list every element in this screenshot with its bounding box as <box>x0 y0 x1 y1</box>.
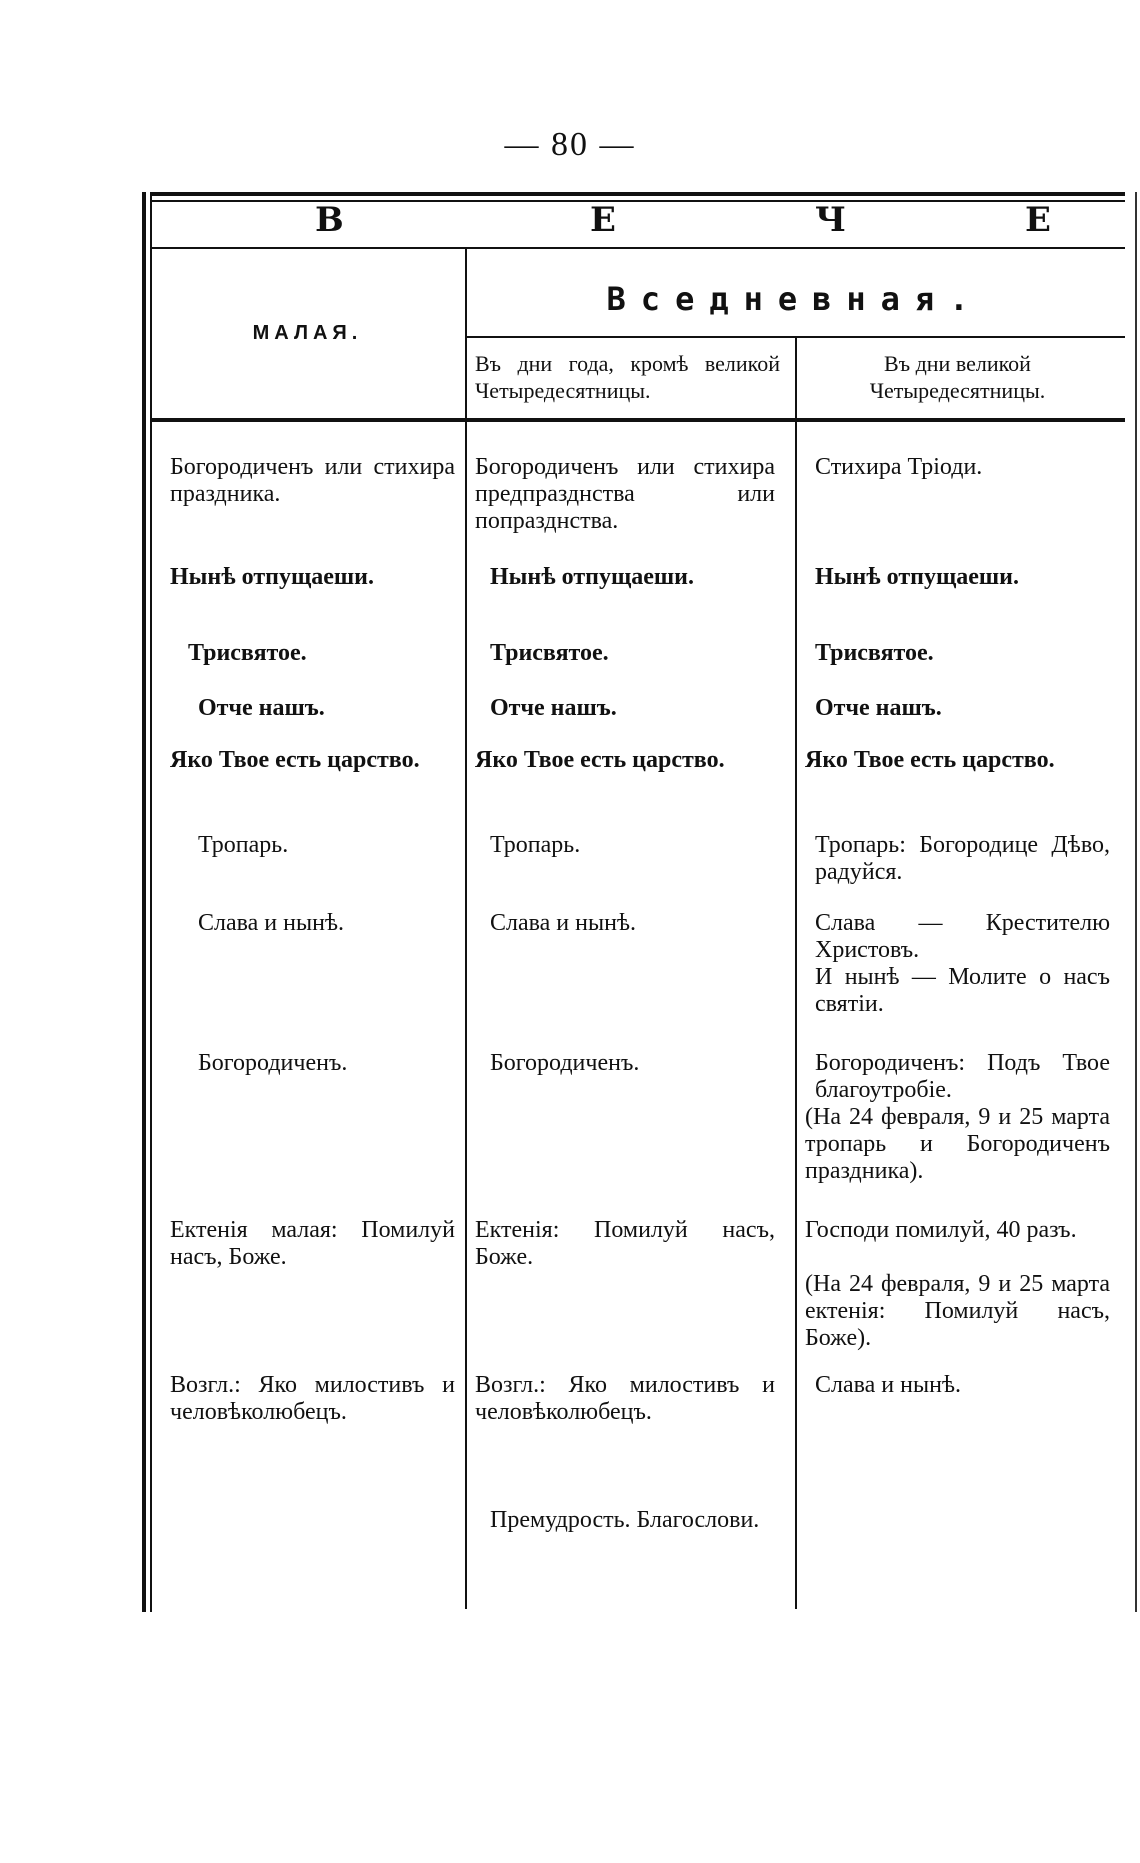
cell-small-0: Богородиченъ или стихира праздника. <box>170 454 455 507</box>
cell-year-7: Богородиченъ. <box>490 1050 640 1076</box>
cell-year-2: Трисвятое. <box>490 640 609 666</box>
cell-year-1: Нынѣ отпущаеши. <box>490 564 694 590</box>
page-number: — 80 — <box>504 126 636 163</box>
cell-year-4: Яко Твое есть царство. <box>475 747 725 773</box>
cell-small-7: Богородиченъ. <box>198 1050 348 1076</box>
top-rule-thick <box>150 192 1125 196</box>
header-bottom-rule <box>150 418 1125 422</box>
cell-lent-2: Трисвятое. <box>815 640 934 666</box>
title-letter-2: Е <box>590 200 616 240</box>
cell-small-1: Нынѣ отпущаеши. <box>170 564 374 590</box>
cell-year-10: Премудрость. Благослови. <box>490 1507 760 1533</box>
cell-year-6: Слава и нынѣ. <box>490 910 636 936</box>
title-letter-4: Е <box>1025 200 1051 240</box>
cell-small-6: Слава и нынѣ. <box>198 910 344 936</box>
subheader-lent: Въ дни великой Четыредесятницы. <box>869 351 1046 403</box>
cell-small-2: Трисвятое. <box>188 640 307 666</box>
cell-lent-9: Слава и нынѣ. <box>815 1372 961 1398</box>
column-divider-2 <box>795 338 797 1609</box>
header-daily: Вседневная. <box>606 280 984 318</box>
cell-lent-8: Господи помилуй, 40 разъ. <box>805 1217 1077 1243</box>
table-border-left <box>150 192 152 1612</box>
cell-small-3: Отче нашъ. <box>198 695 325 721</box>
subheader-year: Въ дни года, кромѣ великой Четыредесятницы. <box>475 351 780 403</box>
cell-lent-0: Стихира Тріоди. <box>815 454 983 480</box>
cell-year-3: Отче нашъ. <box>490 695 617 721</box>
cell-lent-7: Богородиченъ: Подъ Твое благоутробіе. <box>815 1050 1110 1103</box>
cell-small-8: Ектенія малая: Помилуй насъ, Боже. <box>170 1217 455 1270</box>
cell-lent-6: Слава — Крестителю Христовъ. <box>815 910 1110 963</box>
cell-lent-8b: (На 24 февраля, 9 и 25 марта ектенія: Помилуй насъ, Боже). <box>805 1271 1110 1351</box>
table-border-left-thick <box>142 192 146 1612</box>
cell-small-9: Возгл.: Яко милостивъ и человѣколюбецъ. <box>170 1372 455 1425</box>
title-letter-1: В <box>315 200 344 240</box>
cell-lent-3: Отче нашъ. <box>815 695 942 721</box>
cell-year-0: Богородиченъ или стихира предпразднства или попразднства. <box>475 454 775 534</box>
cell-lent-5: Тропарь: Богородице Дѣво, радуйся. <box>815 832 1110 885</box>
cell-small-4: Яко Твое есть царство. <box>170 747 420 773</box>
title-letter-3: Ч <box>815 200 847 240</box>
header-small: МАЛАЯ. <box>252 322 363 344</box>
cell-lent-7b: (На 24 февраля, 9 и 25 марта тропарь и Богородиченъ праздника). <box>805 1104 1110 1184</box>
cell-year-9: Возгл.: Яко милостивъ и человѣколюбецъ. <box>475 1372 775 1425</box>
service-table <box>150 192 1125 1612</box>
column-divider-1 <box>465 249 467 1609</box>
cell-year-8: Ектенія: Помилуй насъ, Боже. <box>475 1217 775 1270</box>
cell-small-5: Тропарь. <box>198 832 289 858</box>
cell-year-5: Тропарь. <box>490 832 581 858</box>
cell-lent-4: Яко Твое есть царство. <box>805 747 1055 773</box>
table-title <box>150 200 1125 250</box>
table-border-right <box>1135 192 1137 1612</box>
cell-lent-1: Нынѣ отпущаеши. <box>815 564 1019 590</box>
cell-lent-6b: И нынѣ — Молите о насъ святіи. <box>815 964 1110 1017</box>
